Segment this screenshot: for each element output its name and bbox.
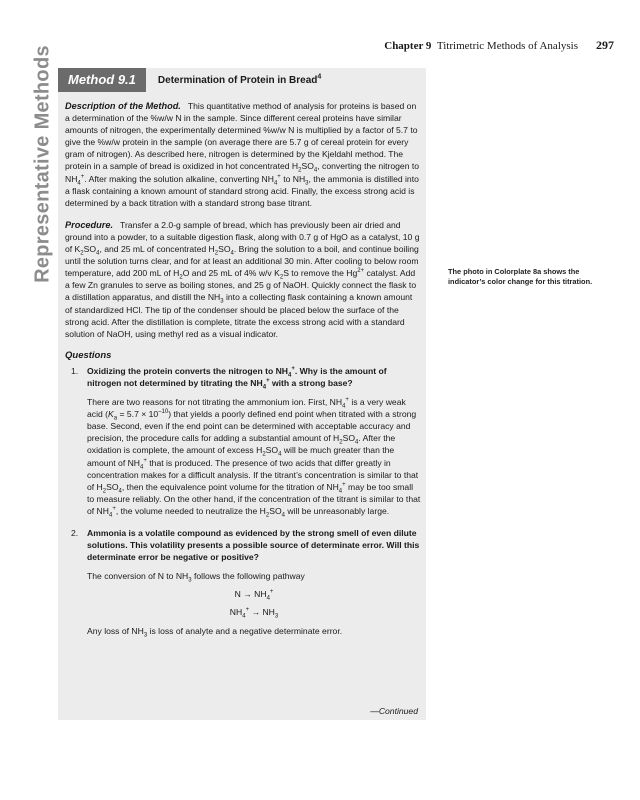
subscript: 4 [242, 614, 246, 621]
method-content [65, 100, 421, 637]
text-run: , then the equivalence point volume for the titration of NH [121, 481, 339, 492]
text-run: SO [342, 433, 356, 444]
page-number: 297 [596, 38, 614, 52]
subscript: 4 [355, 440, 359, 447]
text-run: may be too small to measure reliably. On the other hand, if the concentration of the titrant is similar to that of NH [87, 481, 421, 516]
text-run: Oxidizing the protein converts the nitrogen to NH [87, 365, 289, 376]
question-number: 1. [71, 365, 79, 376]
text-run: will be unreasonably large. [285, 505, 390, 516]
chapter-label: Chapter 9 [384, 40, 432, 52]
text-run: SO [301, 161, 314, 172]
side-tab [28, 45, 58, 283]
text-run: The conversion of N to NH [87, 571, 189, 582]
text-run: Any loss of NH [87, 625, 144, 636]
text-run: . After the oxidation is complete, the amount of excess H [87, 433, 396, 456]
procedure-heading: Procedure. [65, 219, 113, 230]
text-run: S to remove the Hg [283, 268, 358, 279]
subscript: 4 [338, 488, 343, 495]
text-run: ) that yields a poorly defined end point when titrated with a strong base. Second, even if the end point can be determined with acceptable accuracy and precision, the procedure calls for adding a substantial amount of H [87, 409, 417, 444]
subscript: 4 [281, 512, 285, 519]
subscript: 2 [80, 250, 84, 257]
subscript: 4 [96, 250, 100, 257]
text-run: SO [265, 445, 279, 456]
subscript: 3 [274, 614, 279, 621]
subscript: 2 [102, 488, 107, 495]
text-run: . After making the solution alkaline, converting NH [84, 173, 274, 184]
subscript: 4 [278, 452, 282, 459]
subscript: 4 [262, 384, 267, 391]
text-run: → NH [249, 607, 275, 618]
subscript: 4 [108, 512, 113, 519]
text-run: , and 25 mL of concentrated H [99, 244, 215, 255]
question-body [87, 527, 421, 637]
question-text [87, 527, 421, 563]
method-tag: Method 9.1 [58, 68, 146, 92]
method-reference: 4 [317, 73, 322, 81]
text-run: SO [218, 244, 231, 255]
superscript: –10 [158, 409, 169, 416]
equation-2 [87, 606, 421, 621]
subscript: 4 [230, 250, 234, 257]
subscript: 2 [279, 274, 284, 281]
method-header [58, 68, 321, 92]
description-heading: Description of the Method. [65, 101, 181, 111]
subscript: 2 [298, 168, 302, 175]
subscript: a [113, 415, 118, 422]
text-run: N → NH [234, 589, 267, 600]
superscript: + [112, 506, 116, 513]
equation-1 [87, 588, 421, 603]
question-body [87, 365, 421, 525]
procedure-paragraph [65, 219, 421, 340]
method-title-text: Determination of Protein in Bread [157, 74, 318, 86]
subscript: 4 [313, 168, 318, 175]
question-item [65, 527, 421, 637]
text-run: is a very weak acid ( [87, 397, 406, 420]
superscript: + [266, 378, 270, 385]
subscript: 4 [140, 464, 144, 471]
subscript: 2 [214, 250, 219, 257]
margin-note: The photo in Colorplate 8a shows the indicator’s color change for this titration. [448, 267, 593, 286]
text-run: into a collecting flask containing a known amount of standardized HCl. The tip of the condenser should be placed below the surface of the strong acid. After the distillation is complete, titrate the excess strong acid with a standard solution of NaOH, using methyl red as a visual indicator. [65, 292, 413, 339]
subscript: 4 [266, 596, 270, 603]
continued-label: —Continued [370, 706, 418, 716]
text-run: , the volume needed to neutralize the H [115, 505, 266, 516]
text-run: There are two reasons for not titrating the ammonium ion. First, NH [87, 397, 343, 408]
chapter-title: Titrimetric Methods of Analysis [436, 40, 578, 52]
text-run: O and 25 mL of 4% w/v K [182, 268, 280, 279]
superscript: + [245, 607, 250, 614]
subscript: 4 [288, 372, 292, 379]
superscript: + [291, 366, 295, 373]
subscript: 2 [262, 452, 266, 459]
subscript: 4 [273, 180, 278, 187]
superscript: + [342, 481, 346, 488]
text-run: . Why is the amount of nitrogen not determined by titrating the NH [87, 365, 387, 388]
superscript: + [277, 173, 281, 180]
subscript: 2 [265, 512, 270, 519]
text-run: SO [83, 244, 97, 255]
subscript: 4 [118, 488, 122, 495]
method-title [158, 75, 321, 86]
question-text [87, 365, 421, 389]
text-run: . Bring the solution to a boil, and continue boiling until the solution turns clear, and for at least an additional 30 min. After cooling to below room temperature, add 200 mL of H [65, 244, 419, 279]
text-run: Transfer a 2.0-g sample of bread, which has previously been air dried and ground into a powder, to a suitable digestion flask, along with 0.7 g of HgO as a catalyst, 10 g of K [65, 219, 420, 255]
superscript: + [80, 173, 85, 180]
text-run: = 5.7 × 10 [117, 409, 159, 420]
subscript: 2 [179, 274, 183, 281]
superscript: + [143, 457, 147, 464]
text-run: that is produced. The presence of two acids that differ greatly in concentration makes for a difficult analysis. If the titrant’s concentration is similar to that of H [87, 457, 419, 492]
subscript: 4 [77, 180, 81, 187]
text-run: follows the following pathway [191, 571, 305, 582]
superscript: 2+ [357, 268, 365, 275]
text-run: with a strong base? [269, 377, 353, 388]
subscript: 3 [143, 632, 148, 639]
side-tab-label: Representative Methods [31, 45, 54, 283]
subscript: 2 [339, 440, 343, 447]
question-number: 2. [71, 528, 79, 538]
answer-text [87, 396, 421, 517]
italic-symbol: K [108, 409, 114, 420]
text-run: catalyst. Add a few Zn granules to serve as boiling stones, and 25 g of NaOH. Quickly connect the flask to a distillation apparatus, and distill the NH [65, 268, 417, 303]
superscript: + [345, 397, 349, 404]
text-run: This quantitative method of analysis for proteins is based on a determination of the %w/w N in the sample. Since different cereal proteins have similar amounts of nitrogen, the experimentally determined %w/w N is multiplied by a factor of 5.7 to give the %w/w protein in the sample (on average there are 5.7 g of cereal protein for every gram of nitrogen). As described here, nitrogen is determined by the Kjeldahl method. The protein in a sample of bread is oxidized in hot concentrated H [65, 101, 418, 172]
text-run: will be much greater than the amount of NH [87, 445, 395, 468]
text-run: SO [269, 505, 282, 516]
questions-heading: Questions [65, 349, 112, 361]
subscript: 4 [342, 403, 346, 410]
text-run: SO [106, 481, 119, 492]
description-paragraph [65, 100, 421, 209]
superscript: + [269, 589, 274, 596]
answer-intro [87, 570, 421, 582]
text-run: NH [229, 607, 243, 618]
subscript: 3 [220, 299, 224, 306]
subscript: 3 [305, 180, 309, 187]
text-run: , the ammonia is distilled into a flask containing a known amount of standard strong acid. Finally, the excess strong acid is determined by a back titration with a standard strong base titrant. [65, 173, 419, 208]
text-run: to NH [280, 173, 306, 184]
subscript: 3 [188, 578, 192, 584]
text-run: is loss of analyte and a negative determinate error. [147, 625, 343, 636]
page-header [384, 38, 614, 53]
question-item [65, 365, 421, 525]
text-run: Ammonia is a volatile compound as evidenced by the strong smell of even dilute solutions. This volatility presents a possible source of determinate error. Will this determinate error be negative or positive? [87, 528, 420, 563]
text-run: , converting the nitrogen to NH [65, 161, 420, 184]
answer-end [87, 625, 421, 637]
